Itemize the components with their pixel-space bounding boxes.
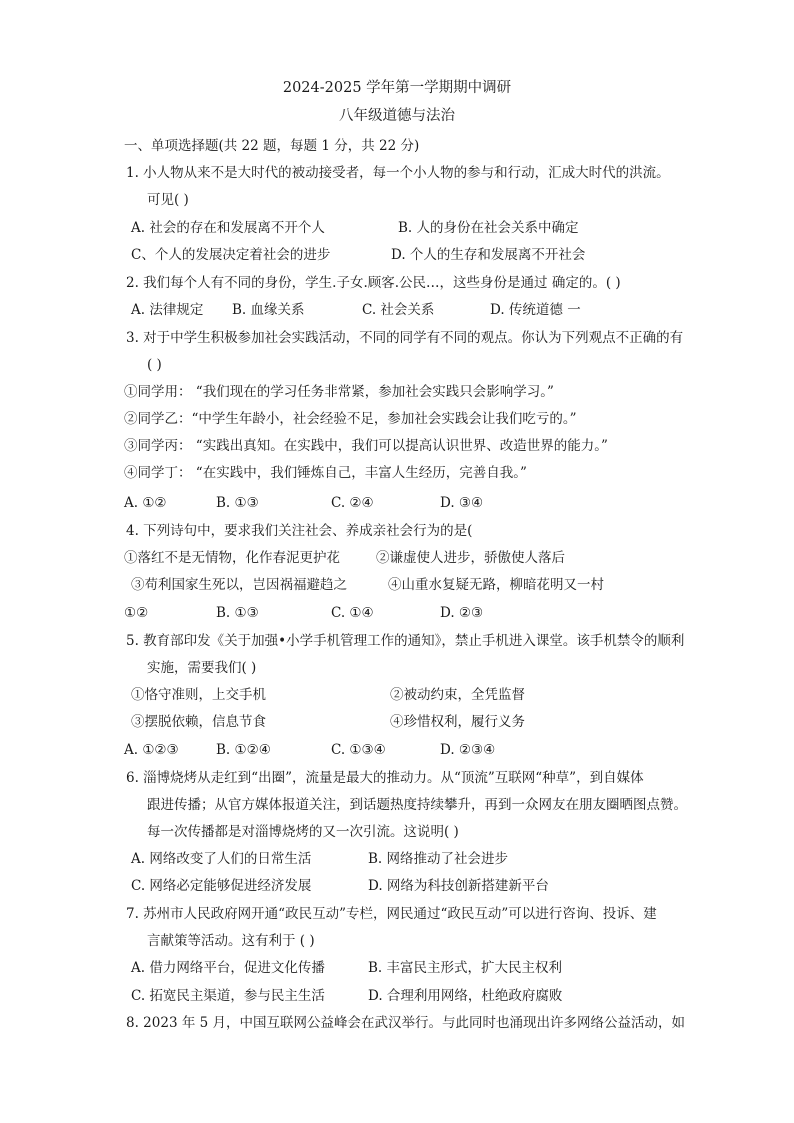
- q4-option-d: D. ②③: [440, 605, 484, 621]
- q5-option-a: A. ①②③: [124, 742, 179, 758]
- q3-statement-1: ①同学用： “我们现在的学习任务非常紧，参加社会实践只会影响学习。”: [124, 384, 554, 400]
- q6-option-a: A. 网络改变了人们的日常生活: [131, 851, 312, 867]
- q1-stem-line1: 1. 小人物从来不是大时代的被动接受者，每一个小人物的参与和行动，汇成大时代的洪流。: [126, 165, 670, 181]
- q1-option-a: A. 社会的存在和发展离不开个人: [131, 220, 325, 236]
- q6-stem-line3: 每一次传播都是对淄博烧烤的又一次引流。这说明( ): [147, 824, 459, 840]
- q5-stem-line1: 5. 教育部印发《关于加强•小学手机管理工作的通知》，禁止手机进入课堂。该手机禁令的顺利: [126, 633, 685, 649]
- q3-statement-4: ④同学丁： “在实践中，我们锤炼自己，丰富人生经历，完善自我。”: [124, 465, 527, 481]
- q3-option-d: D. ③④: [440, 495, 484, 511]
- q4-statement-4: ④山重水复疑无路，柳暗花明又一村: [388, 577, 604, 593]
- q2-option-c: C. 社会关系: [362, 302, 435, 318]
- q4-statement-1: ①落红不是无情物，化作春泥更护花: [124, 550, 340, 566]
- q3-option-c: C. ②④: [331, 495, 374, 511]
- q6-stem-line2: 跟进传播；从官方媒体报道关注，到话题热度持续攀升，再到一众网友在朋友圈晒图点赞。: [147, 797, 687, 813]
- q5-option-d: D. ②③④: [440, 742, 496, 758]
- q6-option-d: D. 网络为科技创新搭建新平台: [368, 878, 549, 894]
- q5-option-c: C. ①③④: [331, 742, 386, 758]
- q1-stem-line2: 可见( ): [147, 192, 189, 208]
- section-heading: 一、单项选择题(共 22 题，每题 1 分，共 22 分): [124, 138, 420, 154]
- q5-statement-3: ③摆脱依赖，信息节食: [131, 714, 266, 730]
- q3-stem-line1: 3. 对于中学生积极参加社会实践活动，不同的同学有不同的观点。你认为下列观点不正确的有: [126, 330, 684, 346]
- q6-option-c: C. 网络必定能够促进经济发展: [131, 878, 312, 894]
- q4-statement-3: ③苟利国家生死以，岂因祸福避趋之: [131, 577, 347, 593]
- q7-stem-line2: 言献策等活动。这有利于 ( ): [147, 933, 315, 949]
- q5-statement-2: ②被动约束，全凭监督: [390, 687, 525, 703]
- q4-stem-line1: 4. 下列诗句中，要求我们关注社会、养成亲社会行为的是(: [126, 523, 473, 539]
- q5-statement-4: ④珍惜权利，履行义务: [390, 714, 525, 730]
- exam-title: 2024-2025 学年第一学期期中调研: [282, 80, 512, 96]
- q1-option-d: D. 个人的生存和发展离不开社会: [391, 247, 586, 263]
- q8-stem-line1: 8. 2023 年 5 月，中国互联网公益峰会在武汉举行。与此同时也涌现出许多网络公益活动，如: [126, 1015, 685, 1031]
- q3-option-b: B. ①③: [216, 495, 259, 511]
- q2-option-d: D. 传统道德 一: [490, 302, 581, 318]
- q5-statement-1: ①恪守准则，上交手机: [131, 687, 266, 703]
- q4-option-a: ①②: [124, 605, 149, 621]
- q3-statement-3: ③同学丙： “实践出真知。在实践中，我们可以提高认识世界、改造世界的能力。”: [124, 438, 608, 454]
- q3-option-a: A. ①②: [124, 495, 167, 511]
- q7-stem-line1: 7. 苏州市人民政府网开通“政民互动”专栏，网民通过“政民互动”可以进行咨询、投诉、建: [126, 906, 657, 922]
- q4-option-b: B. ①③: [216, 605, 259, 621]
- q3-stem-line2: ( ): [147, 357, 162, 373]
- exam-subtitle: 八年级道德与法治: [339, 108, 455, 124]
- q2-option-a: A. 法律规定: [131, 302, 204, 318]
- q4-option-c: C. ①④: [331, 605, 374, 621]
- q6-stem-line1: 6. 淄博烧烤从走红到“出圈”，流量是最大的推动力。从“顶流”互联网“种草”，到自媒体: [126, 770, 644, 786]
- q3-statement-2: ②同学乙：“中学生年龄小，社会经验不足，参加社会实践会让我们吃亏的。”: [124, 411, 577, 427]
- q7-option-c: C. 拓宽民主渠道，参与民主生活: [131, 988, 325, 1004]
- q5-option-b: B. ①②④: [216, 742, 271, 758]
- q7-option-a: A. 借力网络平台，促进文化传播: [131, 960, 325, 976]
- q5-stem-line2: 实施，需要我们( ): [147, 660, 257, 676]
- q2-stem-line1: 2. 我们每个人有不同的身份，学生.子女.顾客.公民…，这些身份是通过 确定的。( ): [126, 275, 621, 291]
- q1-option-b: B. 人的身份在社会关系中确定: [398, 220, 579, 236]
- q4-statement-2: ②谦虚使人进步，骄傲使人落后: [376, 550, 565, 566]
- q1-option-c: C、个人的发展决定着社会的进步: [131, 247, 331, 263]
- q7-option-d: D. 合理利用网络，杜绝政府腐败: [368, 988, 563, 1004]
- q6-option-b: B. 网络推动了社会进步: [368, 851, 509, 867]
- q7-option-b: B. 丰富民主形式，扩大民主权利: [368, 960, 563, 976]
- q2-option-b: B. 血缘关系: [232, 302, 305, 318]
